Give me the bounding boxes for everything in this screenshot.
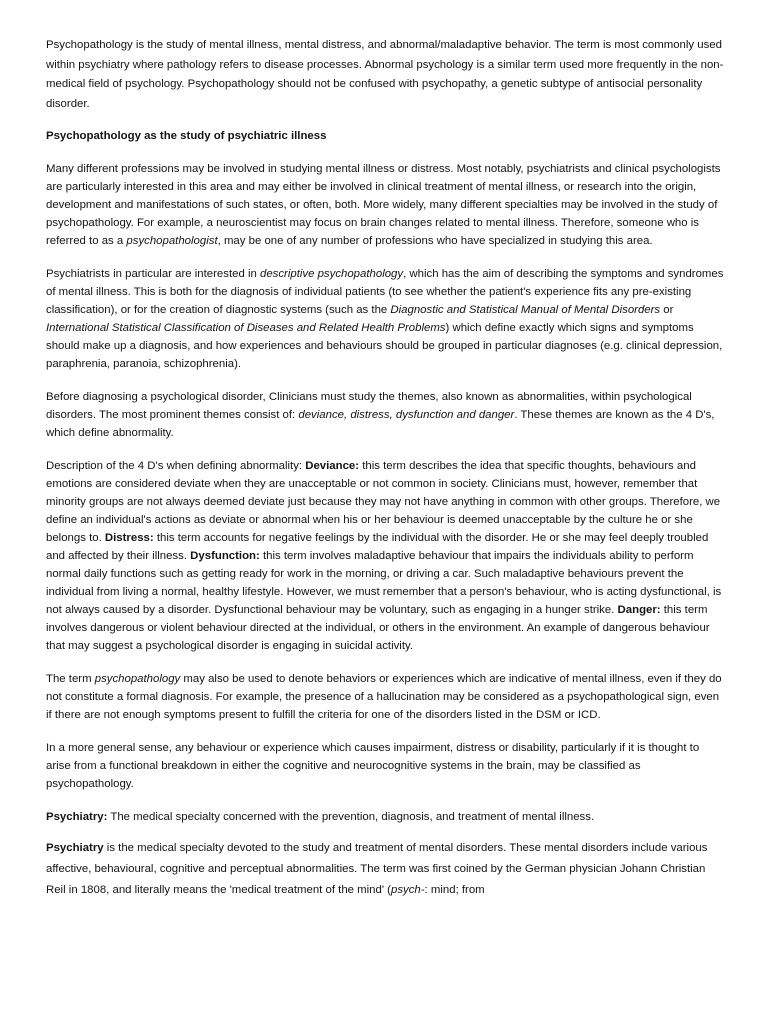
paragraph-psychiatry xyxy=(46,838,724,901)
italic-term: deviance, distress, dysfunction and danger xyxy=(298,409,515,421)
paragraph-general-sense xyxy=(46,739,724,793)
text: this term describes the idea that specific thoughts, behaviours and emotions are considered deviate when they are unacceptable or not common in society. Clinicians must, however, remember that minority groups are not always deemed deviate just because they may not have anything in common with other groups. Therefore, we define an individual's actions as deviate or abnormal when his or her behaviour is deemed unacceptable by the culture he or she belongs to. xyxy=(46,460,724,544)
paragraph-descriptive xyxy=(46,265,727,373)
text: . These themes are known as the 4 D's, which define abnormality. xyxy=(46,409,718,439)
italic-term: psychopathology xyxy=(94,673,181,685)
text: The medical specialty concerned with the prevention, diagnosis, and treatment of mental illness. xyxy=(107,811,595,823)
paragraph-themes xyxy=(46,388,724,442)
paragraph-four-ds xyxy=(46,457,724,655)
bold-term: Psychiatry xyxy=(46,842,104,854)
text: , may be one of any number of professions who have specialized in studying this area. xyxy=(217,235,653,247)
bold-term: Psychiatry: xyxy=(46,811,108,823)
text: Psychopathology is the study of mental illness, mental distress, and abnormal/maladaptive behavior. The term is most commonly used within psychiatry where pathology refers to disease processes. Abnormal psychology is a similar term used more frequently in the non-medical field of psychology. Psychopathology should not be confused with psychopathy, a genetic subtype of antisocial personality disorder. xyxy=(46,39,726,110)
text: Description of the 4 D's when defining abnormality: xyxy=(46,460,306,472)
italic-title: Diagnostic and Statistical Manual of Mental Disorders xyxy=(390,304,661,316)
text: Before diagnosing a psychological disorder, Clinicians must study the themes, also known as abnormalities, within psychological disorders. The most prominent themes consist of: xyxy=(46,391,695,421)
heading-text: Psychopathology as the study of psychiatric illness xyxy=(46,130,327,142)
text: The term xyxy=(46,673,95,685)
bold-term: Distress: xyxy=(104,532,154,544)
text: may also be used to denote behaviors or experiences which are indicative of mental illness, even if they do not constitute a formal diagnosis. For example, the presence of a hallucination may be considered as a psychopathological sign, even if there are not enough symptoms present to fulfill the criteria for one of the disorders listed in the DSM or ICD. xyxy=(46,673,725,721)
italic-title: International Statistical Classification of Diseases and Related Health Problems xyxy=(46,322,446,334)
section-heading xyxy=(46,127,724,145)
italic-term: psychopathologist xyxy=(126,235,218,247)
paragraph-term-usage xyxy=(46,670,724,724)
text: , which has the aim of describing the symptoms and syndromes of mental illness. This is both for the diagnosis of individual patients (to see whether the patient's experience fits any pre-existing classification), or for the creation of diagnostic systems (such as the xyxy=(46,268,727,316)
text: Psychiatrists in particular are interested in xyxy=(46,268,260,280)
italic-term: psych- xyxy=(390,884,425,896)
text: : mind; from xyxy=(424,884,485,896)
paragraph-intro xyxy=(46,36,724,114)
text: Many different professions may be involved in studying mental illness or distress. Most notably, psychiatrists and clinical psychologists are particularly interested in this area and may either be involved in clinical treatment of mental illness, or research into the origin, development and manifestations of such states, or often, both. More widely, many different specialties may be involved in the study of psychopathology. For example, a neuroscientist may focus on brain changes related to mental illness. Therefore, someone who is referred to as a xyxy=(46,163,724,247)
text: is the medical specialty devoted to the study and treatment of mental disorders. These mental disorders include various affective, behavioural, cognitive and perceptual abnormalities. The term was first coined by the German physician Johann Christian Reil in 1808, and literally means the 'medical treatment of the mind' ( xyxy=(46,842,711,896)
text: ) which define exactly which signs and symptoms should make up a diagnosis, and how experiences and behaviours should be grouped in particular diagnoses (e.g. clinical depression, paraphrenia, paranoia, schizophrenia). xyxy=(46,322,726,370)
italic-term: descriptive psychopathology xyxy=(259,268,404,280)
text: this term involves maladaptive behaviour that impairs the individuals ability to perform normal daily functions such as getting ready for work in the morning, or driving a car. Such maladaptive behaviours prevent the individual from living a normal, healthy lifestyle. However, we must remember that a person's behaviour, who is acting dysfunctional, is not always caused by a disorder. Dysfunctional behaviour may be voluntary, such as engaging in a hunger strike. xyxy=(46,550,725,616)
text: this term involves dangerous or violent behaviour directed at the individual, or others in the environment. An example of dangerous behaviour that may suggest a psychological disorder is engaging in suicidal activity. xyxy=(46,604,713,652)
document-page xyxy=(46,36,727,916)
text: In a more general sense, any behaviour or experience which causes impairment, distress or disability, particularly if it is thought to arise from a functional breakdown in either the cognitive and neurocognitive systems in the brain, may be classified as psychopathology. xyxy=(46,742,703,790)
bold-term: Danger: xyxy=(617,604,661,616)
text: or xyxy=(660,304,677,316)
text: this term accounts for negative feelings by the individual with the disorder. He or she may feel deeply troubled and affected by their illness. xyxy=(46,532,712,562)
bold-term: Deviance: xyxy=(305,460,360,472)
paragraph-psychiatry-definition xyxy=(46,808,724,826)
paragraph-professions xyxy=(46,160,724,250)
bold-term: Dysfunction: xyxy=(190,550,260,562)
